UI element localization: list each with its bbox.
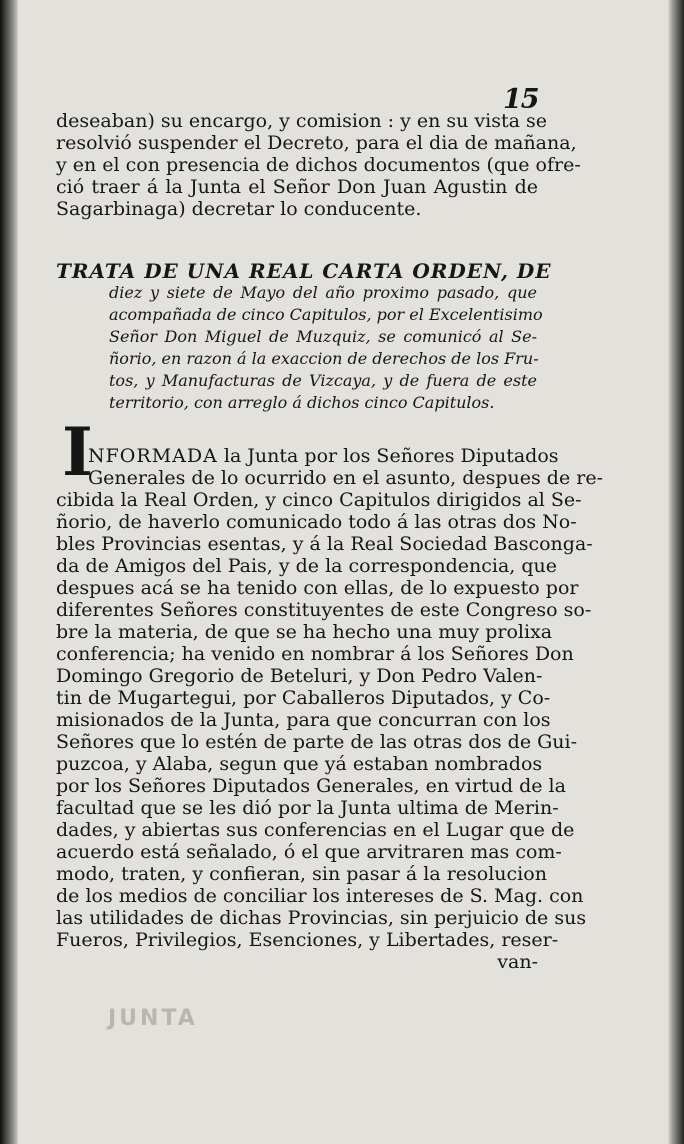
text-line: ñorio, de haverlo comunicado todo á las otras dos No- — [56, 511, 577, 533]
text-line: acuerdo está señalado, ó el que arvitraren mas com- — [56, 841, 562, 863]
text-line: modo, traten, y confieran, sin pasar á la resolucion — [56, 863, 547, 885]
text-line: resolvió suspender el Decreto, para el dia de mañana, — [56, 132, 577, 154]
text-line: bre la materia, de que se ha hecho una muy prolixa — [56, 621, 553, 643]
first-line-rest: la Junta por los Señores Diputados — [217, 445, 559, 467]
text-line: Domingo Gregorio de Beteluri, y Don Pedro Valen- — [56, 665, 543, 687]
text-line: conferencia; ha venido en nombrar á los Señores Don — [56, 643, 574, 665]
library-stamp: JUNTA — [108, 1006, 198, 1031]
subheading-line: territorio, con arreglo á dichos cinco Capitulos. — [109, 393, 495, 412]
first-word: NFORMADA — [88, 445, 218, 467]
text-line: diferentes Señores constituyentes de este Congreso so- — [56, 599, 592, 621]
subheading-line: diez y siete de Mayo del año proximo pasado, que — [109, 283, 537, 302]
text-line: misionados de la Junta, para que concurran con los — [56, 709, 551, 731]
text-line: por los Señores Diputados Generales, en virtud de la — [56, 775, 566, 797]
text-line-first — [56, 445, 559, 467]
text-line: dades, y abiertas sus conferencias en el Lugar que de — [56, 819, 575, 841]
text-line: bles Provincias esentas, y á la Real Sociedad Basconga- — [56, 533, 593, 555]
text-line: Sagarbinaga) decretar lo conducente. — [56, 198, 422, 220]
subheading-line: tos, y Manufacturas de Vizcaya, y de fuera de este — [109, 371, 537, 390]
text-line: facultad que se les dió por la Junta ultima de Merin- — [56, 797, 559, 819]
subheading-line: Señor Don Miguel de Muzquiz, se comunicó al Se- — [109, 327, 537, 346]
section-heading: TRATA DE UNA REAL CARTA ORDEN, DE — [56, 259, 552, 283]
text-line: despues acá se ha tenido con ellas, de lo expuesto por — [56, 577, 579, 599]
text-line: las utilidades de dichas Provincias, sin perjuicio de sus — [56, 907, 587, 929]
text-line: Generales de lo ocurrido en el asunto, despues de re- — [88, 467, 603, 489]
main-paragraph — [56, 445, 603, 973]
text-line: Fueros, Privilegios, Esenciones, y Libertades, reser- — [56, 929, 559, 951]
page-right-edge-shadow — [668, 0, 684, 1144]
text-line: cibida la Real Orden, y cinco Capitulos dirigidos al Se- — [56, 489, 582, 511]
text-line: de los medios de conciliar los intereses de S. Mag. con — [56, 885, 584, 907]
top-paragraph — [56, 110, 581, 220]
subheading-line: ñorio, en razon á la exaccion de derechos de los Fru- — [109, 349, 539, 368]
section-subheading — [109, 282, 543, 414]
text-line: deseaban) su encargo, y comision : y en su vista se — [56, 110, 547, 132]
text-line: Señores que lo estén de parte de las otras dos de Gui- — [56, 731, 578, 753]
text-line: tin de Mugartegui, por Caballeros Diputados, y Co- — [56, 687, 551, 709]
text-line: puzcoa, y Alaba, segun que yá estaban nombrados — [56, 753, 543, 775]
page-left-edge-shadow — [0, 0, 18, 1144]
page-number: 15 — [503, 84, 539, 115]
text-line: da de Amigos del Pais, y de la correspondencia, que — [56, 555, 558, 577]
drop-cap-initial: I — [62, 413, 93, 491]
subheading-line: acompañada de cinco Capitulos, por el Excelentisimo — [109, 305, 543, 324]
text-line: ció traer á la Junta el Señor Don Juan Agustin de — [56, 176, 538, 198]
catchword: van- — [497, 951, 538, 973]
text-line: y en el con presencia de dichos documentos (que ofre- — [56, 154, 581, 176]
